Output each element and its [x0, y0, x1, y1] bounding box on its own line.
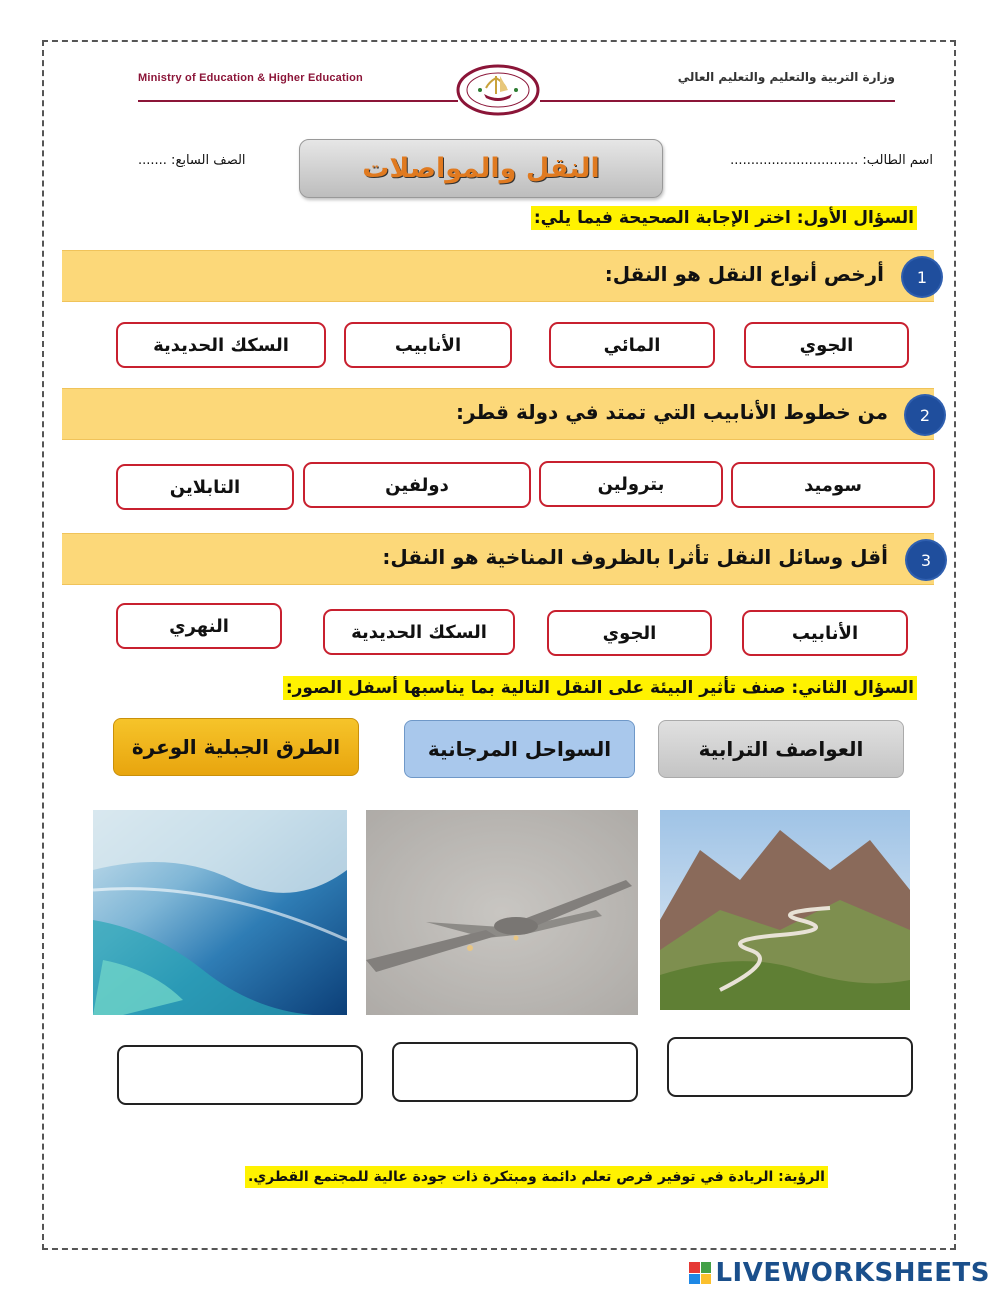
page-title: النقل والمواصلات: [362, 153, 600, 184]
airplane-in-fog-image: [366, 810, 638, 1015]
answer-box-right[interactable]: [667, 1037, 913, 1097]
ministry-english: Ministry of Education & Higher Education: [138, 72, 363, 84]
q1-option-3[interactable]: الأنابيب: [344, 322, 512, 368]
question-2-text: من خطوط الأنابيب التي تمتد في دولة قطر:: [455, 400, 888, 424]
q2-option-1[interactable]: سوميد: [731, 462, 935, 508]
answer-box-middle[interactable]: [392, 1042, 638, 1102]
q2-option-2[interactable]: بترولين: [539, 461, 723, 507]
header-divider-right: [540, 100, 895, 102]
q1-option-1[interactable]: الجوي: [744, 322, 909, 368]
brand-text: LIVEWORKSHEETS: [715, 1258, 990, 1288]
qatar-ministry-logo-icon: [456, 64, 540, 116]
answer-box-left[interactable]: [117, 1045, 363, 1105]
section2-heading: السؤال الثاني: صنف تأثير البيئة على النقل التالية بما يناسبها أسفل الصور:: [283, 676, 917, 700]
liveworksheets-brand: [689, 1258, 990, 1288]
grade-field: الصف السابع: .......: [138, 153, 246, 168]
question-2-bar: [62, 388, 934, 440]
q2-option-3[interactable]: دولفين: [303, 462, 531, 508]
question-1-bar: [62, 250, 934, 302]
mountain-road-image: [660, 810, 910, 1010]
header-divider-left: [138, 100, 458, 102]
question-1-text: أرخص أنواع النقل هو النقل:: [604, 262, 884, 286]
category-coral-coasts[interactable]: السواحل المرجانية: [404, 720, 635, 778]
q3-option-4[interactable]: النهري: [116, 603, 282, 649]
q1-option-4[interactable]: السكك الحديدية: [116, 322, 326, 368]
q3-option-1[interactable]: الأنابيب: [742, 610, 908, 656]
question-2-badge: 2: [906, 396, 944, 434]
section1-heading: السؤال الأول: اختر الإجابة الصحيحة فيما يلي:: [531, 206, 917, 230]
question-3-bar: [62, 533, 934, 585]
liveworksheets-logo-icon: [689, 1262, 711, 1284]
q2-option-4[interactable]: التابلاين: [116, 464, 294, 510]
question-3-badge: 3: [907, 541, 945, 579]
ministry-arabic: وزارة التربية والتعليم والتعليم العالي: [677, 70, 895, 84]
coral-reef-image: [93, 810, 347, 1015]
category-rough-mountain-roads[interactable]: الطرق الجبلية الوعرة: [113, 718, 359, 776]
question-1-badge: 1: [903, 258, 941, 296]
q3-option-2[interactable]: الجوي: [547, 610, 712, 656]
category-dust-storms[interactable]: العواصف الترابية: [658, 720, 904, 778]
vision-statement: الرؤية: الريادة في توفير فرص تعلم دائمة ومبتكرة ذات جودة عالية للمجتمع القطري.: [245, 1166, 828, 1188]
student-name-field: اسم الطالب: ...............................: [730, 153, 933, 168]
q1-option-2[interactable]: المائي: [549, 322, 715, 368]
title-banner: [299, 139, 663, 198]
question-3-text: أقل وسائل النقل تأثرا بالظروف المناخية هو النقل:: [382, 545, 888, 569]
q3-option-3[interactable]: السكك الحديدية: [323, 609, 515, 655]
